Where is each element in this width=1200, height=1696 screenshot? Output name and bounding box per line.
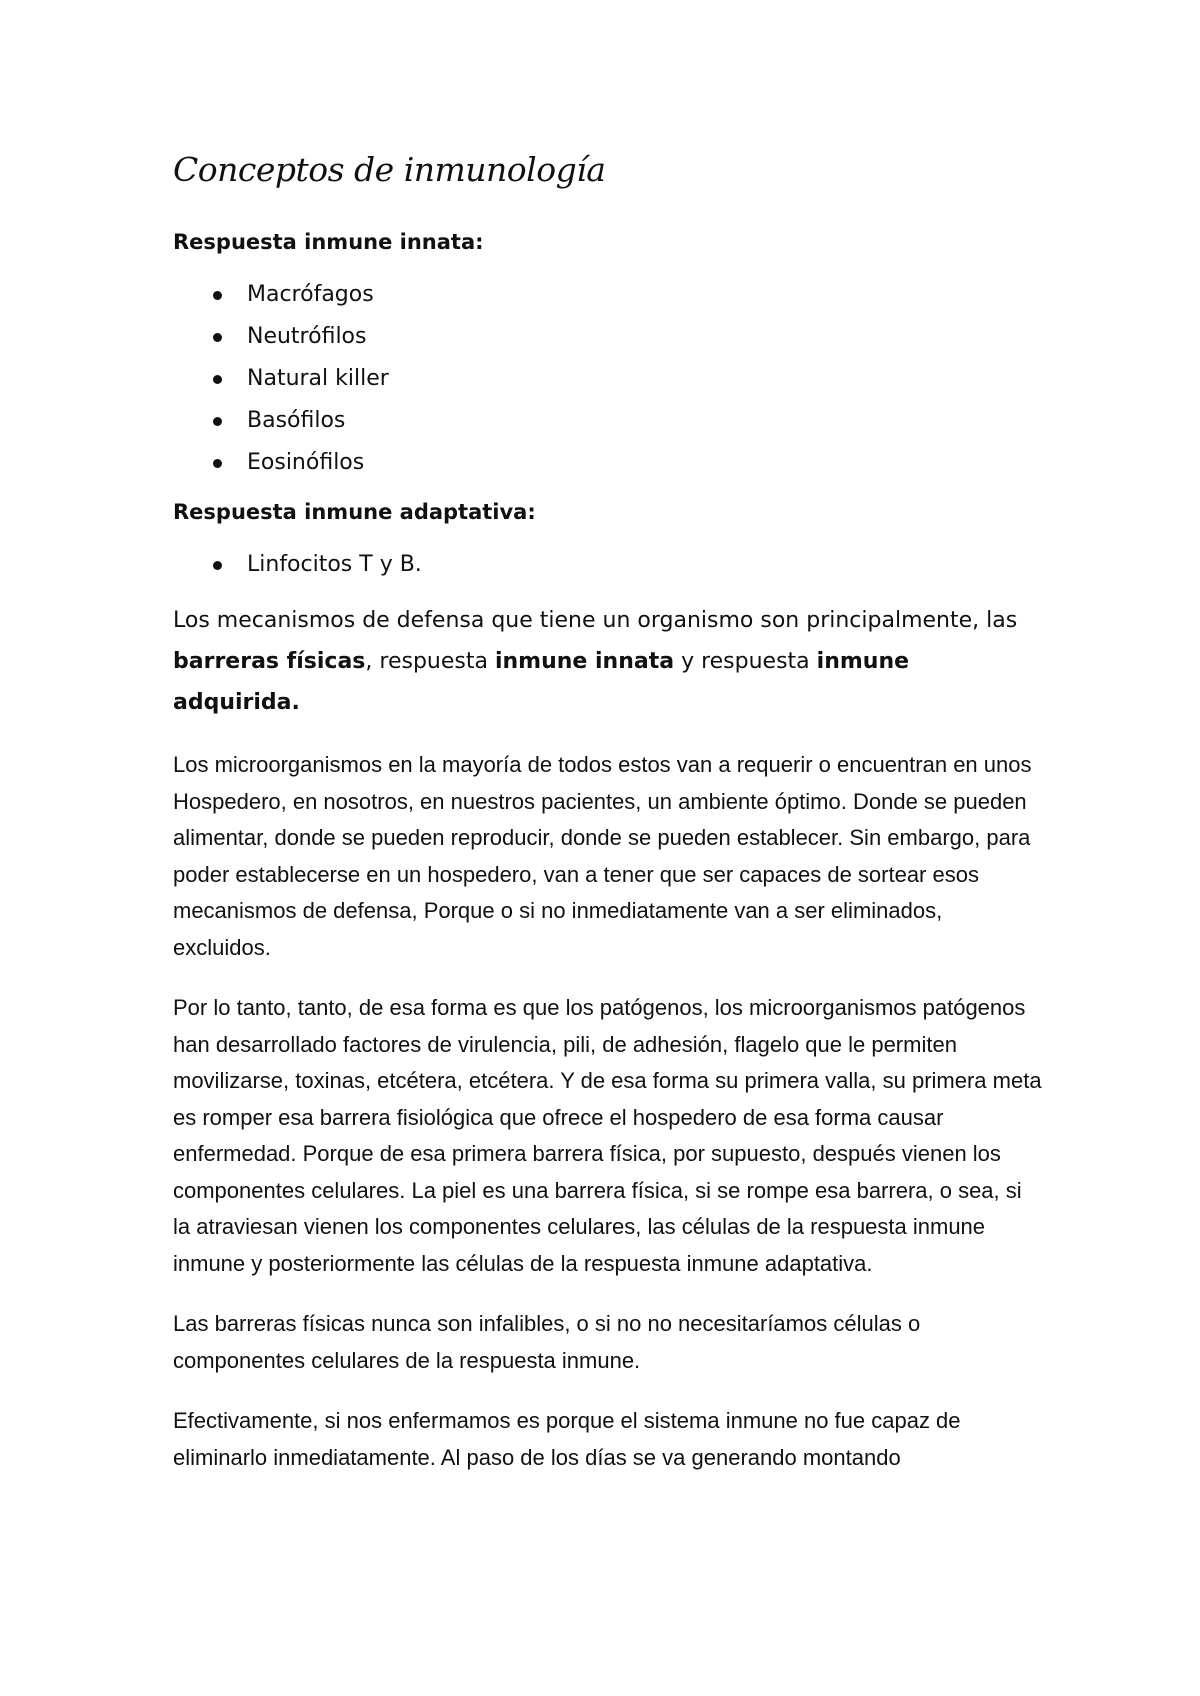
body-paragraph: Los microorganismos en la mayoría de todos estos van a requerir o encuentran en unos Hospedero, en nosotros, en nuestros pacientes, un ambiente óptimo. Donde se pueden alimentar, donde se pueden reproducir, donde se pueden establecer. Sin embargo, para poder establecerse en un hospedero, van a tener que ser capaces de sortear esos mecanismos de defensa, Porque o si no inmediatamente van a ser eliminados, excluidos.: [173, 752, 1032, 960]
body-paragraph: Las barreras físicas nunca son infalibles, o si no no necesitaríamos células o componentes celulares de la respuesta inmune.: [173, 1311, 921, 1373]
innate-heading: Respuesta inmune innata:: [173, 230, 484, 254]
bullet-icon: [213, 333, 222, 342]
intro-text: Los mecanismos de defensa que tiene un organismo son principalmente, las: [173, 608, 1018, 633]
body-paragraph: Efectivamente, si nos enfermamos es porque el sistema inmune no fue capaz de eliminarlo inmediatamente. Al paso de los días se va generando montando: [173, 1408, 961, 1470]
list-item: [173, 400, 1043, 442]
bullet-icon: [213, 459, 222, 468]
list-item-text: Linfocitos T y B.: [247, 552, 422, 577]
list-item: [173, 442, 1043, 484]
body-paragraph: Por lo tanto, tanto, de esa forma es que los patógenos, los microorganismos patógenos han desarrollado factores de virulencia, pili, de adhesión, flagelo que le permiten movilizarse, toxinas, etcétera, etcétera. Y de esa forma su primera valla, su primera meta es romper esa barrera fisiológica que ofrece el hospedero de esa forma causar enfermedad. Porque de esa primera barrera física, por supuesto, después vienen los componentes celulares. La piel es una barrera física, si se rompe esa barrera, o sea, si la atraviesan vienen los componentes celulares, las células de la respuesta inmune inmune y posteriormente las células de la respuesta inmune adaptativa.: [173, 995, 1042, 1276]
list-item: [173, 358, 1043, 400]
intro-bold-barreras: barreras físicas: [173, 649, 366, 674]
list-item: [173, 274, 1043, 316]
list-item: [173, 544, 1043, 586]
innate-list: [173, 274, 1043, 484]
intro-paragraph: [173, 600, 1043, 723]
document-title: Conceptos de inmunología: [173, 150, 606, 189]
bullet-icon: [213, 561, 222, 570]
list-item: [173, 316, 1043, 358]
list-item-text: Neutrófilos: [247, 324, 367, 349]
document-content: [173, 140, 1043, 1500]
bullet-icon: [213, 417, 222, 426]
adaptive-heading: Respuesta inmune adaptativa:: [173, 500, 536, 524]
list-item-text: Basófilos: [247, 408, 346, 433]
intro-bold-innata: inmune innata: [494, 649, 675, 674]
list-item-text: Macrófagos: [247, 282, 374, 307]
bullet-icon: [213, 291, 222, 300]
adaptive-list: [173, 544, 1043, 586]
bullet-icon: [213, 375, 222, 384]
intro-text: , respuesta: [365, 649, 495, 674]
intro-bold-adquirida: inmune adquirida.: [173, 649, 910, 715]
list-item-text: Eosinófilos: [247, 450, 365, 475]
intro-text: y respuesta: [674, 649, 817, 674]
list-item-text: Natural killer: [247, 366, 389, 391]
